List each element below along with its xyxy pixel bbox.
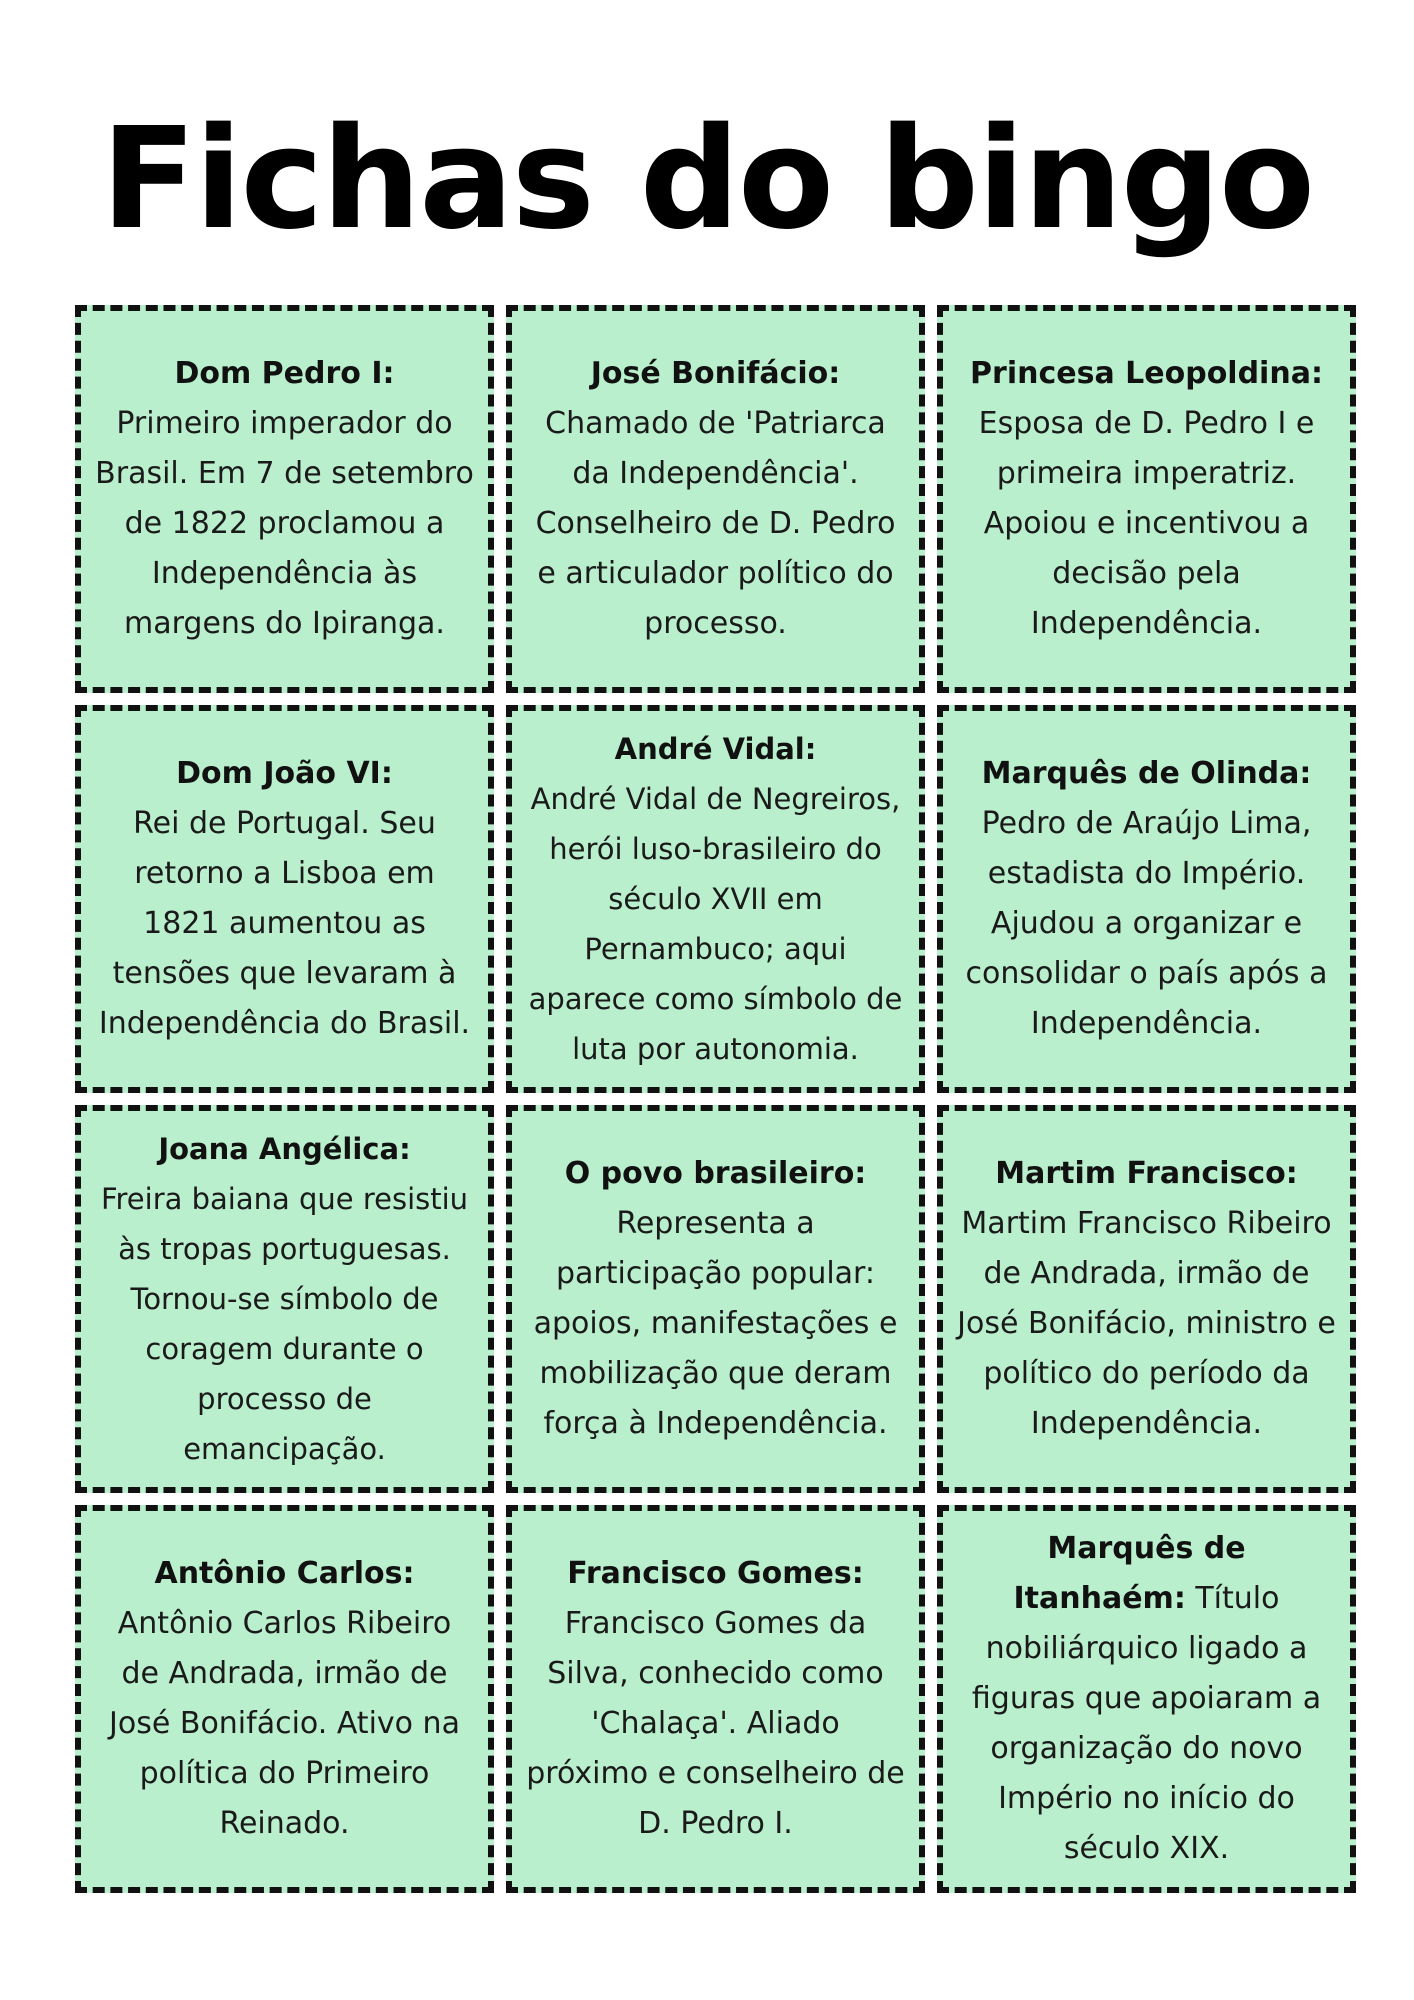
card-content	[526, 349, 905, 649]
card-name: Dom João VI:	[176, 756, 393, 791]
card-name: Marquês de Olinda:	[981, 756, 1312, 791]
card-description: Rei de Portugal. Seu retorno a Lisboa em 1821 aumentou as tensões que levaram à Independência do Brasil.	[98, 806, 471, 1041]
card-description: Título nobiliárquico ligado a figuras que apoiaram a organização do novo Império no início do século XIX.	[971, 1581, 1322, 1866]
page-title: Fichas do bingo	[100, 98, 1314, 261]
card-name: Antônio Carlos:	[154, 1556, 415, 1591]
card-content	[526, 724, 905, 1074]
bingo-card-grid	[75, 305, 1355, 1893]
card-content	[957, 1149, 1336, 1449]
bingo-card-o-povo-brasileiro	[506, 1105, 925, 1493]
card-description: Esposa de D. Pedro I e primeira imperatriz. Apoiou e incentivou a decisão pela Independência.	[978, 406, 1315, 641]
bingo-card-dom-pedro-i	[75, 305, 494, 693]
card-name: Marquês de Itanhaém:	[1013, 1531, 1246, 1616]
card-description: Antônio Carlos Ribeiro de Andrada, irmão de José Bonifácio. Ativo na política do Primeiro Reinado.	[109, 1606, 460, 1841]
card-name: André Vidal:	[614, 732, 817, 766]
bingo-card-joana-angelica	[75, 1105, 494, 1493]
bingo-card-jose-bonifacio	[506, 305, 925, 693]
card-description: Primeiro imperador do Brasil. Em 7 de setembro de 1822 proclamou a Independência às margens do Ipiranga.	[95, 406, 474, 641]
card-description: Pedro de Araújo Lima, estadista do Império. Ajudou a organizar e consolidar o país após a Independência.	[965, 806, 1328, 1041]
card-name: Dom Pedro I:	[174, 356, 395, 391]
bingo-card-marques-de-olinda	[937, 705, 1356, 1093]
card-content	[526, 1149, 905, 1449]
card-content	[95, 1124, 474, 1474]
card-content	[95, 1549, 474, 1849]
card-name: O povo brasileiro:	[564, 1156, 867, 1191]
bingo-card-marques-de-itanhaem	[937, 1505, 1356, 1893]
bingo-card-antonio-carlos	[75, 1505, 494, 1893]
card-name: Joana Angélica:	[158, 1132, 411, 1166]
card-content	[957, 749, 1336, 1049]
bingo-card-princesa-leopoldina	[937, 305, 1356, 693]
card-description: Representa a participação popular: apoios, manifestações e mobilização que deram força à Independência.	[533, 1206, 898, 1441]
card-name: José Bonifácio:	[590, 356, 841, 391]
card-content	[95, 749, 474, 1049]
card-description: Chamado de 'Patriarca da Independência'. Conselheiro de D. Pedro e articulador político do processo.	[535, 406, 896, 641]
bingo-card-martim-francisco	[937, 1105, 1356, 1493]
bingo-card-francisco-gomes	[506, 1505, 925, 1893]
card-name: Princesa Leopoldina:	[970, 356, 1323, 391]
card-content	[957, 1524, 1336, 1874]
card-description: Freira baiana que resistiu às tropas portuguesas. Tornou-se símbolo de coragem durante o processo de emancipação.	[100, 1182, 469, 1466]
card-content	[95, 349, 474, 649]
card-description: André Vidal de Negreiros, herói luso-brasileiro do século XVII em Pernambuco; aqui aparece como símbolo de luta por autonomia.	[528, 782, 903, 1066]
card-content	[957, 349, 1336, 649]
card-name: Francisco Gomes:	[567, 1556, 864, 1591]
bingo-card-dom-joao-vi	[75, 705, 494, 1093]
card-description: Martim Francisco Ribeiro de Andrada, irmão de José Bonifácio, ministro e político do período da Independência.	[957, 1206, 1336, 1441]
bingo-card-andre-vidal	[506, 705, 925, 1093]
card-name: Martim Francisco:	[995, 1156, 1298, 1191]
card-description: Francisco Gomes da Silva, conhecido como 'Chalaça'. Aliado próximo e conselheiro de D. Pedro I.	[526, 1606, 905, 1841]
card-content	[526, 1549, 905, 1849]
